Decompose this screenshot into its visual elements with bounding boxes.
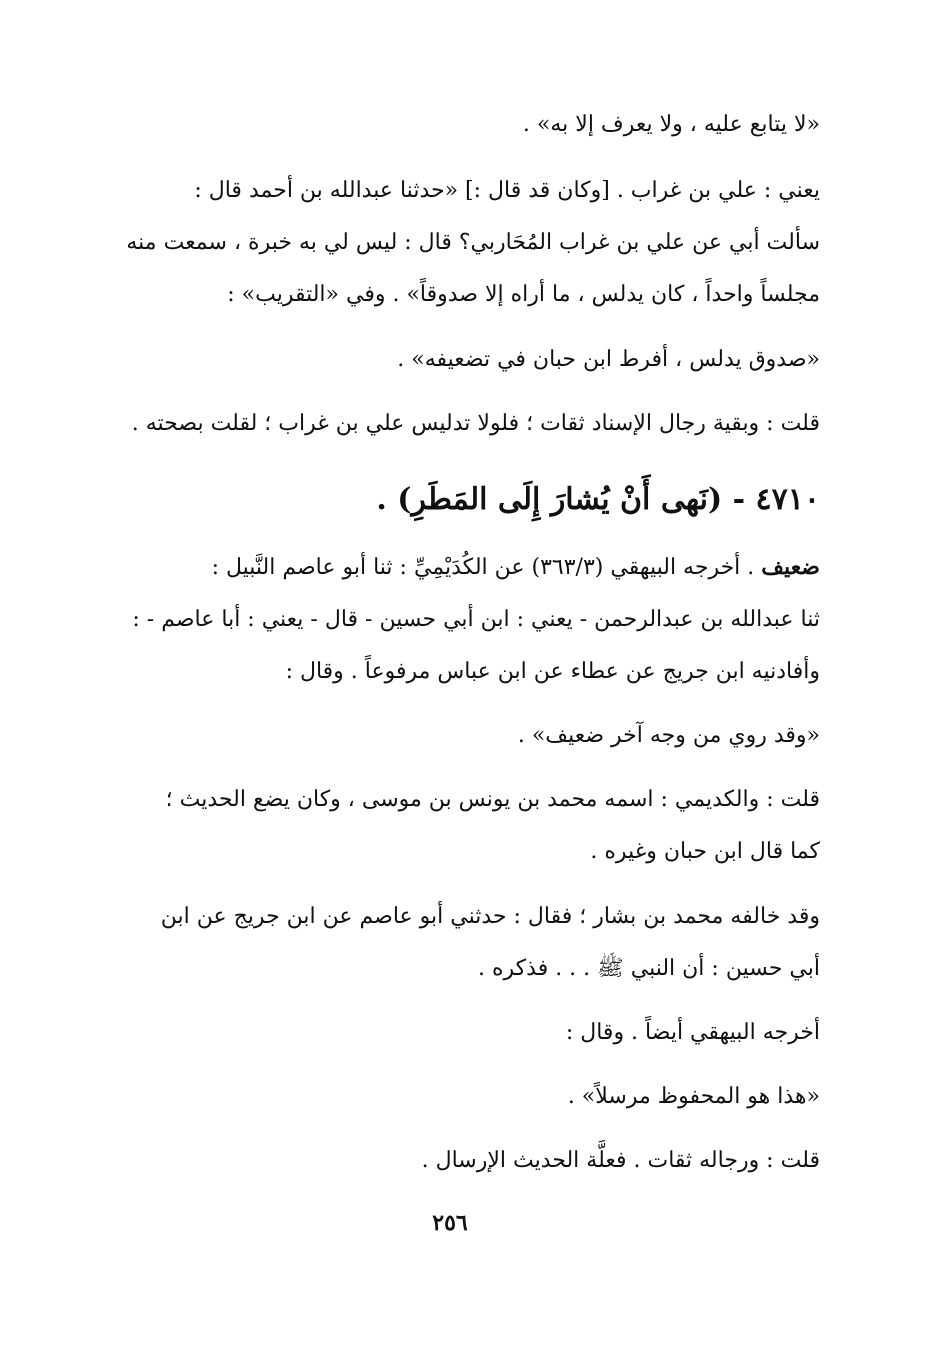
quote-line: «هذا هو المحفوظ مرسلاً» .	[567, 1084, 820, 1109]
text-line: ثنا عبدالله بن عبدالرحمن - يعني : ابن أبي حسين - قال - يعني : أبا عاصم - :	[132, 607, 820, 632]
text-line: أخرجه البيهقي أيضاً . وقال :	[565, 1020, 820, 1045]
text-line: يعني : علي بن غراب . [وكان قد قال :] «حدثنا عبدالله بن أحمد قال :	[194, 178, 820, 203]
text-line: وقد خالفه محمد بن بشار ؛ فقال : حدثني أبو عاصم عن ابن جريج عن ابن	[160, 904, 820, 929]
quote-line: «وقد روي من وجه آخر ضعيف» .	[517, 723, 820, 748]
page-number: ٢٥٦	[432, 1210, 468, 1236]
text-line: كما قال ابن حبان وغيره .	[590, 839, 820, 864]
document-page	[80, 0, 820, 1360]
text-line: مجلساً واحداً ، كان يدلس ، ما أراه إلا صدوقاً» . وفي «التقريب» :	[227, 282, 820, 307]
hadith-heading: ٤٧١٠ - (نَهى أَنْ يُشارَ إِلَى المَطَرِ) .	[376, 482, 820, 517]
text-line: قلت : وبقية رجال الإسناد ثقات ؛ فلولا تدليس علي بن غراب ؛ لقلت بصحته .	[131, 411, 820, 436]
text-line: وأفادنيه ابن جريج عن عطاء عن ابن عباس مرفوعاً . وقال :	[285, 659, 820, 684]
text-line: قلت : ورجاله ثقات . فعلَّة الحديث الإرسال .	[421, 1148, 820, 1173]
grading-label: ضعيف	[761, 554, 820, 580]
text-line: أبي حسين : أن النبي ﷺ . . . فذكره .	[478, 956, 820, 981]
grading-text: . أخرجه البيهقي (٣٦٣/٣) عن الكُدَيْمِيِّ : ثنا أبو عاصم النَّبيل :	[211, 555, 762, 580]
quote-line: «صدوق يدلس ، أفرط ابن حبان في تضعيفه» .	[397, 347, 820, 372]
quote-line: «لا يتابع عليه ، ولا يعرف إلا به» .	[522, 112, 820, 137]
text-line: سألت أبي عن علي بن غراب المُحَاربي؟ قال : ليس لي به خبرة ، سمعت منه	[126, 230, 820, 255]
grading-line	[115, 550, 820, 585]
text-line: قلت : والكديمي : اسمه محمد بن يونس بن موسى ، وكان يضع الحديث ؛	[165, 787, 820, 812]
